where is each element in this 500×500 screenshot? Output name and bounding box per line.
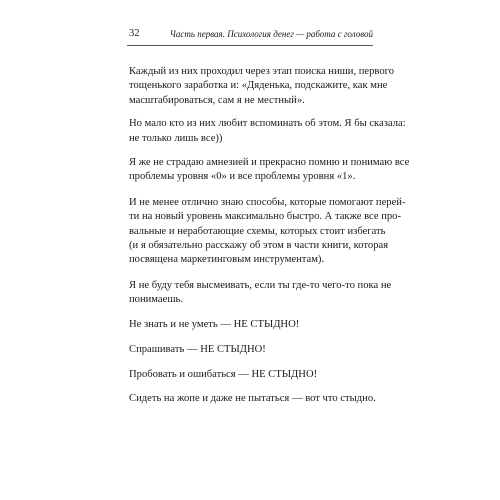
text-line: не только лишь все)) bbox=[129, 132, 223, 144]
paragraph bbox=[129, 156, 410, 185]
text-line: Сидеть на жопе и даже не пытаться — вот что стыдно. bbox=[129, 392, 376, 404]
text-line: масштабироваться, сам я не местный». bbox=[129, 94, 305, 106]
text-line: Пробовать и ошибаться — НЕ СТЫДНО! bbox=[129, 368, 318, 380]
text-line: Я не буду тебя высмеивать, если ты где-то чего-то пока не bbox=[129, 279, 392, 291]
text-line: Каждый из них проходил через этап поиска ниши, первого bbox=[129, 66, 395, 77]
text-line: посвящена маркетинговым инструментам). bbox=[129, 254, 325, 266]
paragraph bbox=[129, 343, 371, 357]
page-header bbox=[127, 25, 373, 46]
text-line: Спрашивать — НЕ СТЫДНО! bbox=[129, 344, 266, 356]
paragraph bbox=[129, 368, 371, 382]
paragraph bbox=[129, 117, 406, 146]
page-number: 32 bbox=[129, 28, 140, 39]
paragraph bbox=[129, 392, 376, 406]
text-line: Но мало кто из них любит вспоминать об этом. Я бы сказала: bbox=[129, 118, 406, 130]
paragraph bbox=[129, 318, 371, 332]
text-line: Не знать и не уметь — НЕ СТЫДНО! bbox=[129, 318, 300, 330]
text-line: ти на новый уровень максимально быстро. А также все про- bbox=[129, 211, 402, 223]
running-head: Часть первая. Психология денег — работа с головой bbox=[169, 29, 373, 39]
paragraph bbox=[129, 65, 395, 108]
paragraph bbox=[129, 196, 406, 268]
page-body bbox=[129, 65, 410, 416]
text-line: проблемы уровня «0» и все проблемы уровня «1». bbox=[129, 171, 356, 183]
paragraph bbox=[129, 279, 392, 308]
text-line: вальные и неработающие схемы, которых стоит избегать bbox=[129, 225, 386, 237]
text-line: Я же не страдаю амнезией и прекрасно помню и понимаю все bbox=[129, 157, 410, 169]
text-line: (и я обязательно расскажу об этом в части книги, которая bbox=[129, 240, 389, 252]
text-line: понимаешь. bbox=[129, 294, 183, 306]
text-line: тощенького заработка и: «Дяденька, подскажите, как мне bbox=[129, 80, 388, 92]
text-line: И не менее отлично знаю способы, которые помогают перей- bbox=[129, 196, 406, 208]
